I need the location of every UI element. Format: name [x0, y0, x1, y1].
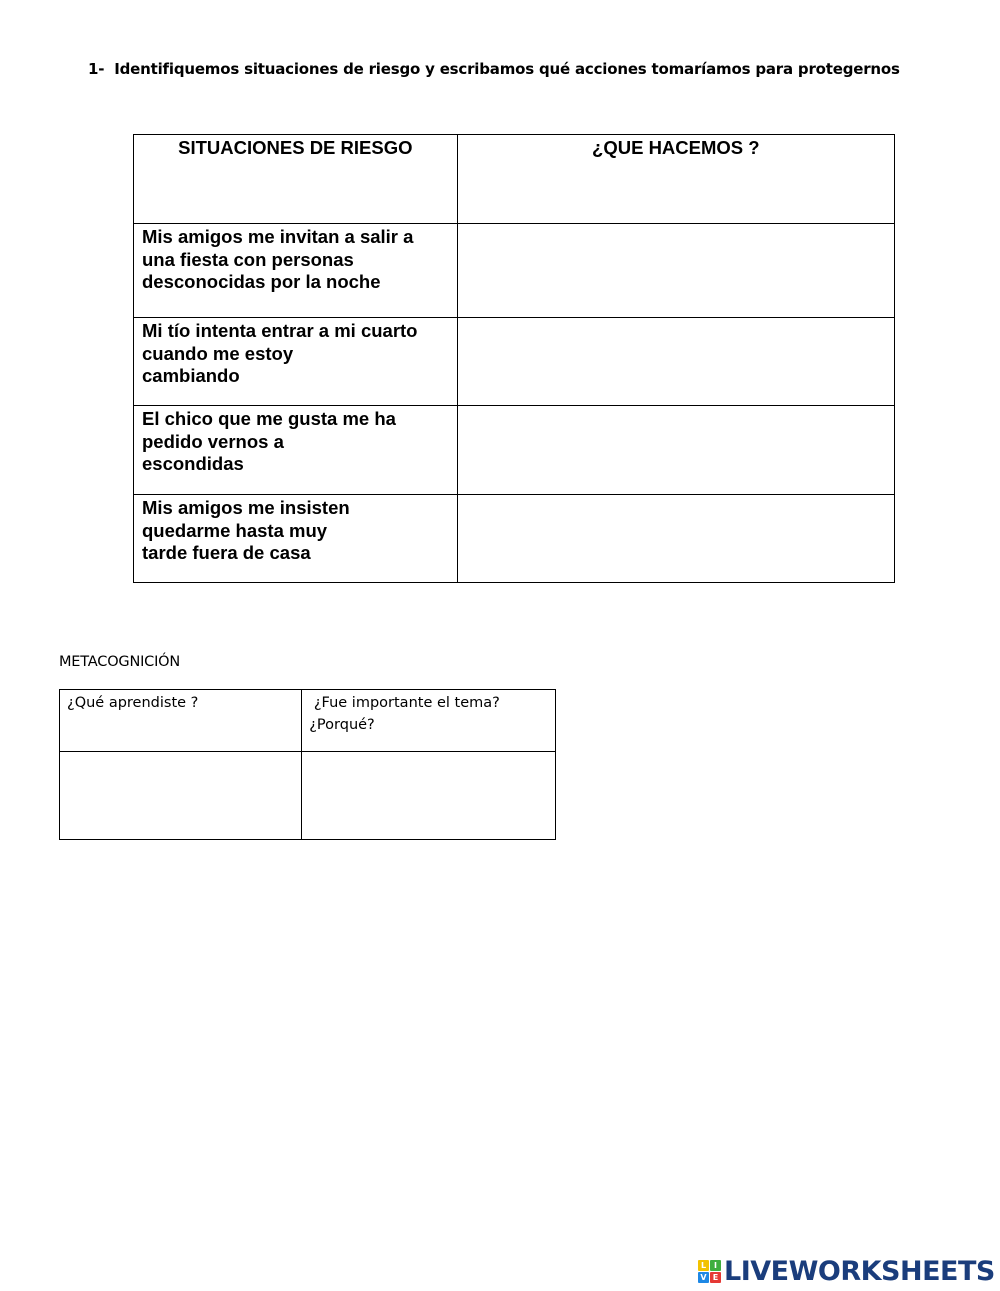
header-what-learned [60, 690, 302, 752]
header-situations: SITUACIONES DE RIESGO [134, 135, 458, 224]
situation-cell [134, 224, 458, 318]
situation-line: cambiando [142, 365, 240, 386]
answer-cell-learned[interactable] [60, 752, 302, 840]
situation-line: tarde fuera de casa [142, 542, 311, 563]
important-input[interactable] [302, 752, 555, 836]
liveworksheets-logo [698, 1256, 995, 1286]
situation-line: quedarme hasta muy [142, 519, 328, 541]
situation-cell [134, 406, 458, 495]
header-was-important [302, 690, 556, 752]
situation-line: escondidas [142, 453, 244, 474]
answer-cell[interactable] [457, 224, 894, 318]
logo-mark-letter: I [710, 1260, 721, 1271]
instruction-line [88, 60, 900, 78]
situation-cell [134, 318, 458, 406]
header-what-learned-text: ¿Qué aprendiste ? [67, 695, 199, 711]
metacognition-answer-row [60, 752, 556, 840]
risk-situations-table [133, 134, 895, 583]
instruction-number: 1- [88, 60, 105, 78]
liveworksheets-wordmark: LIVEWORKSHEETS [724, 1255, 995, 1287]
situation-line: Mis amigos me insisten [142, 497, 350, 518]
table-row [134, 318, 895, 406]
instruction-text: Identifiquemos situaciones de riesgo y escribamos qué acciones tomaríamos para protegernos [114, 60, 900, 78]
situation-line: Mis amigos me invitan a salir a [142, 226, 414, 247]
answer-cell-important[interactable] [302, 752, 556, 840]
table-row [134, 224, 895, 318]
situation-line: El chico que me gusta me ha [142, 408, 396, 429]
logo-mark-letter: L [698, 1260, 709, 1271]
metacognition-header-row [60, 690, 556, 752]
situation-line: Mi tío intenta entrar a mi cuarto [142, 320, 418, 341]
answer-input[interactable] [458, 224, 894, 308]
situation-line: pedido vernos a [142, 430, 284, 452]
risk-table-header-row [134, 135, 895, 224]
logo-mark-letter: E [710, 1272, 721, 1283]
answer-cell[interactable] [457, 495, 894, 583]
header-was-important-line1: ¿Fue importante el tema? [309, 695, 500, 711]
situation-line: cuando me estoy [142, 342, 294, 364]
situation-line: desconocidas por la noche [142, 271, 381, 292]
answer-cell[interactable] [457, 318, 894, 406]
learned-input[interactable] [60, 752, 301, 836]
answer-cell[interactable] [457, 406, 894, 495]
header-was-important-line2: ¿Porqué? [309, 717, 375, 733]
answer-input[interactable] [458, 495, 894, 579]
table-row [134, 495, 895, 583]
situation-cell [134, 495, 458, 583]
header-what-we-do: ¿QUE HACEMOS ? [457, 135, 894, 224]
logo-mark-letter: V [698, 1272, 709, 1283]
table-row [134, 406, 895, 495]
answer-input[interactable] [458, 406, 894, 490]
liveworksheets-mark-icon [698, 1260, 721, 1283]
metacognition-title: METACOGNICIÓN [59, 654, 181, 670]
answer-input[interactable] [458, 318, 894, 402]
situation-line: una fiesta con personas [142, 248, 354, 270]
metacognition-table [59, 689, 556, 840]
